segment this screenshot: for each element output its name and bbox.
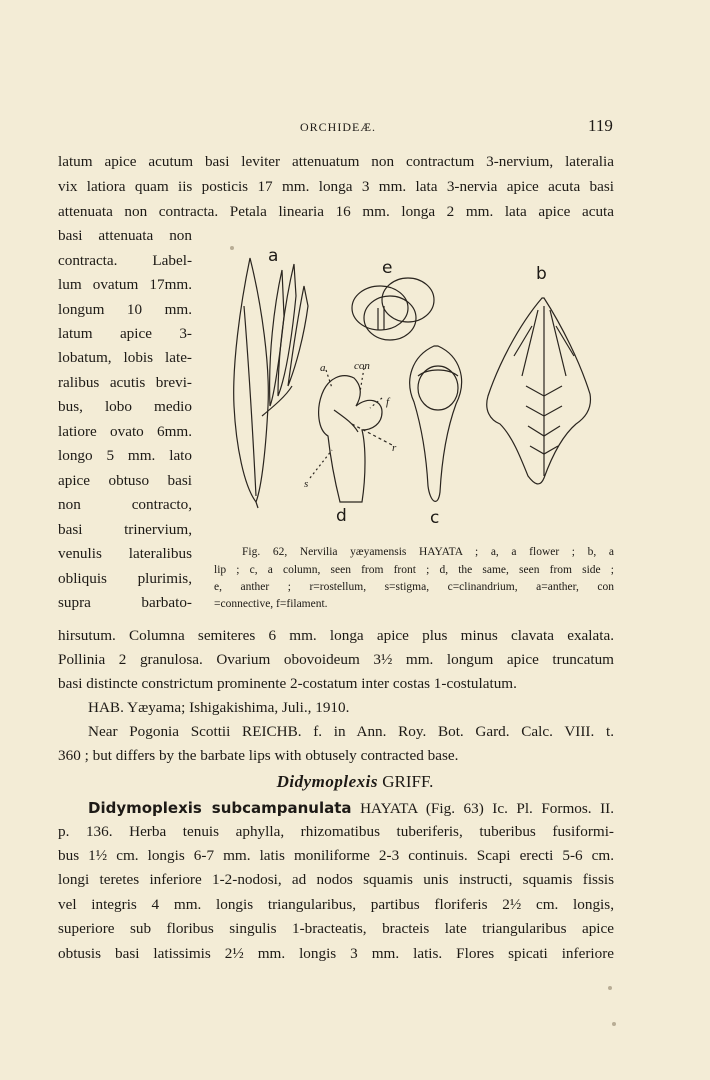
body-line: vel integris 4 mm. longis triangularibus, partibus floriferis 2½ cm. longis, [58,896,614,913]
column-line: obliquis plurimis, [58,570,192,587]
column-side-drawing-d [310,368,397,502]
column-line: non contracto, [58,496,192,513]
figure-small-label-f: f [386,396,390,408]
paper-spot [608,986,612,990]
anther-drawing-e [352,278,434,340]
figure-label-a: a [268,246,279,266]
paper-spot [612,1022,616,1026]
column-line: basi attenuata non [58,227,192,244]
column-line: basi trinervium, [58,521,192,538]
figure-62-illustration [222,246,614,536]
body-line: superiore sub floribus singulis 1-bracteatis, bracteis late triangularibus apice [58,920,614,937]
column-front-drawing-c [410,346,462,501]
body-line: basi distincte constrictum prominente 2-costatum inter costas 1-costulatum. [58,675,517,692]
column-line: longum 10 mm. [58,301,192,318]
body-line: bus 1½ cm. longis 6-7 mm. latis moniliforme 2-3 continuis. Scapi erecti 5-6 cm. [58,847,614,864]
column-line: apice obtuso basi [58,472,192,489]
habitat-label: HAB. [88,699,124,716]
figure-label-d: d [336,506,347,526]
body-line: vix latiora quam iis posticis 17 mm. longa 3 mm. lata 3-nervia apice acuta basi [58,178,614,195]
column-line: lobatum, lobis late- [58,349,192,366]
column-line: latiore ovato 6mm. [58,423,192,440]
lip-drawing-b [487,298,591,484]
body-line: attenuata non contracta. Petala linearia 16 mm. longa 2 mm. lata apice acuta [58,203,614,220]
column-line: ralibus acutis brevi- [58,374,192,391]
species-line [88,798,614,819]
figure-label-e: e [382,258,393,278]
habitat-line [88,698,614,718]
column-line: supra barbato- [58,594,192,611]
column-line: lum ovatum 17mm. [58,276,192,293]
column-line: venulis lateralibus [58,545,192,562]
note-line: Near Pogonia Scottii REICHB. f. in Ann. Roy. Bot. Gard. Calc. VIII. t. [88,723,614,740]
figure-label-c: c [430,508,440,528]
column-line: latum apice 3- [58,325,192,342]
genus-heading [0,772,710,792]
paper-spot [230,246,234,250]
figure-label-b: b [536,264,547,284]
column-line: longo 5 mm. lato [58,447,192,464]
page-number: 119 [588,116,613,135]
figure-caption-line: lip ; c, a column, seen from front ; d, the same, seen from side ; [214,564,614,576]
figure-small-label-r: r [392,442,397,454]
genus-author: GRIFF. [382,772,434,791]
figure-small-label-s: s [304,478,309,490]
figure-caption-line: Fig. 62, Nervilia yæyamensis HAYATA ; a, a flower ; b, a [242,546,614,558]
body-line: obtusis basi latissimis 2½ mm. longis 3 mm. latis. Flores spicati inferiore [58,945,614,962]
body-line: Pollinia 2 granulosa. Ovarium obovoideum 3½ mm. longum apice truncatum [58,651,614,668]
species-citation: HAYATA (Fig. 63) Ic. Pl. Formos. II. [360,800,614,817]
figure-caption-line: =connective, f=filament. [214,598,328,610]
habitat-text: Yæyama; Ishigakishima, Juli., 1910. [127,699,350,716]
flower-drawing-a [234,258,308,508]
body-line: longi teretes inferiore 1-2-nodosi, ad nodos squamis unis instructi, squamis fissis [58,871,614,888]
genus-name: Didymoplexis [276,772,379,791]
body-line: p. 136. Herba tenuis aphylla, rhizomatibus tuberiferis, tuberibus fusiformi- [58,823,614,840]
body-line: hirsutum. Columna semiteres 6 mm. longa apice plus minus clavata exalata. [58,627,614,644]
column-line: contracta. Label- [58,252,192,269]
body-line: latum apice acutum basi leviter attenuatum non contractum 3-nervium, lateralia [58,153,614,170]
running-header: ORCHIDEÆ. [300,120,377,134]
figure-small-label-con: con [354,360,370,372]
figure-small-label-a: a [320,362,326,374]
column-line: bus, lobo medio [58,398,192,415]
note-line: 360 ; but differs by the barbate lips with obtusely contracted base. [58,747,459,764]
figure-caption-line: e, anther ; r=rostellum, s=stigma, c=clinandrium, a=anther, con [214,581,614,593]
species-name: Didymoplexis subcampanulata [88,799,352,817]
